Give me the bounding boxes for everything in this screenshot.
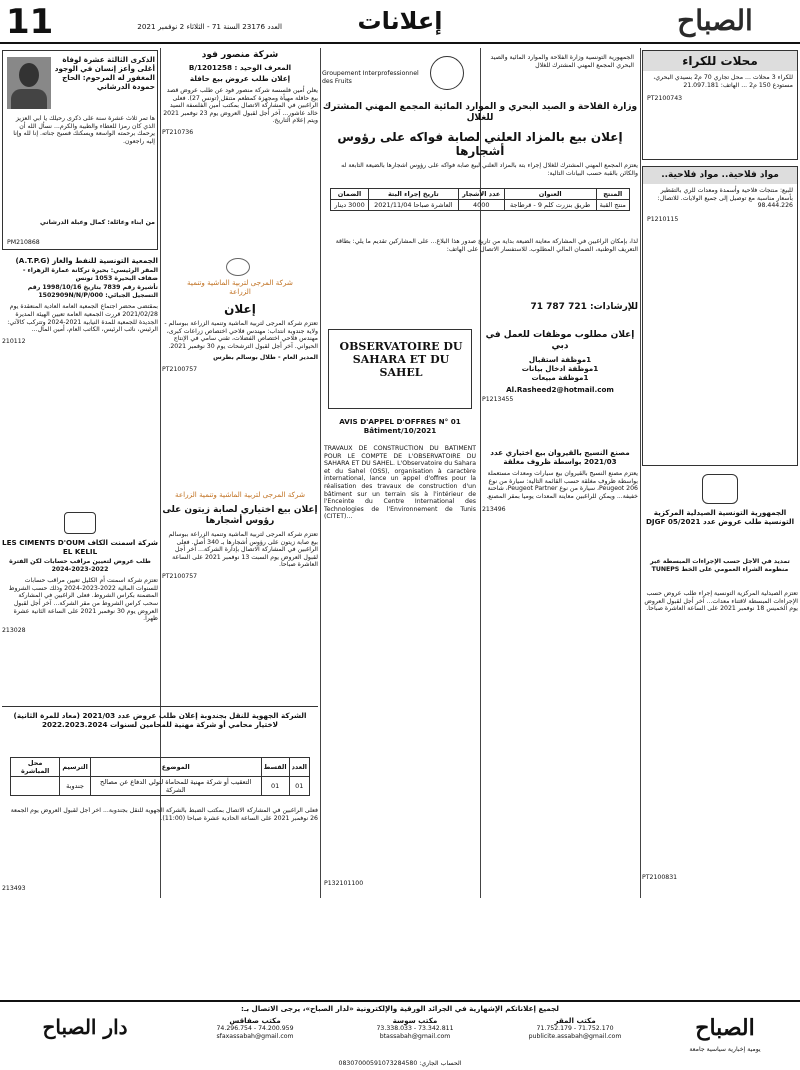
pharm-notice [642,474,798,894]
office-sfax-title: مكتب صفاقس [229,1016,281,1025]
col-right [642,50,798,900]
page-header [0,0,800,44]
section-title: إعلانات [357,7,443,35]
company-notice [162,50,318,250]
sale-td: 3000 دينار [331,200,369,211]
office-tunis-title: مكتب المقر [554,1016,596,1025]
oss-notice [322,325,478,900]
regional-th: الترسيم [60,758,91,777]
oss-text: TRAVAUX DE CONSTRUCTION DU BATIMENT POUR LE COMPTE DE L'OBSERVATOIRE DU SAHARA ET DU SAHEL. L'Observatoire du Sahara et du Sahel (OSS), organisation à caractère international, lance un appel d'offres pour la réalisation des travaux de construction d'un bâtiment sur un terrain sis à l'intérieur de l'Enceinte du Centre International des Technologies de l'Environnement de Tunis (CITET)... [324,445,476,521]
jobs-email[interactable]: Al.Rasheed2@hotmail.com [506,385,614,394]
footer-logo-left: دار الصباح [42,1015,128,1039]
regional-td: جندوبة [60,777,91,796]
company-notice-title: إعلان طلب عروض بيع حافلة [189,74,291,83]
regional-title: الشركة الجهوية للنقل بجندوبة إعلان طلب عروض عدد 2021/03 (معاد للمرة الثانية) لاختيار محامي أو شركة مهنية للمحامين لسنوات 2022.2023.2024 [13,711,307,729]
footer-account: الحساب الجاري: 08307000591073284580 [338,1060,462,1067]
olive-code: PT2100757 [162,572,198,580]
office-sfax [180,1016,330,1060]
shops-code: PT2100743 [647,95,683,103]
sale-title: إعلان بيع بالمزاد العلني لصابة فواكه على رؤوس أشجارها [337,130,623,158]
atpg-reg: تأشيرة رقم 7839 بتاريخ 1998/10/16 رقم التسجيل الجبائي: 1502909N/N/P/000 [27,284,158,299]
footer-banner: لجميع إعلاناتكم الإشهارية في الجرائد الورقية والإلكترونية «لدار الصباح»، يرجى الاتصال بـ: [241,1004,559,1013]
footer [0,1000,800,1070]
sale-th: العنوان [504,189,596,200]
memorial-sign: من أبناء وعائلة: كمال وعبلة الدرشاني [40,219,155,226]
sale-th: عدد الأشجار [458,189,504,200]
table-row [331,200,630,211]
office-sousse-phone: 73.338.033 - 73.342.811 [376,1025,454,1032]
sale-th: الضمان [331,189,369,200]
regional-code: 213493 [2,885,26,892]
agri-text: للبيع: منتجات فلاحية وأسمدة ومعدات للري بالتقطير بأسعار مناسبة مع توصيل إلى جميع الولايات. للاتصال: 98.444.226 [657,187,793,210]
orange-logo-text: شركة المرجى لتربية الماشية وتنمية الزراعة [187,278,293,296]
sale-text: لذا، بإمكان الراغبين في المشاركة معاينة الضيعة بداية من تاريخ صدور هذا البلاغ... على المشاركين تقديم ما يلي: بطاقة التعريف الوطنية، الضمان المالي المطلوب. للاستفسار الاتصال على الهاتف: [335,238,638,253]
company-title: شركة منصور فود [201,50,279,60]
regional-td: التعقيب أو شركة مهنية للمحاماة لتولي الدفاع عن مصالح الشركة [90,777,261,796]
memorial-title: الذكرى الثالثة عشرة لوفاة أغلى وأعز إنسان في الوجود المغفور له المرحوم: الحاج حمودة الدرشاني [54,55,155,91]
ciments-logo-icon [64,512,96,534]
memorial-text: ها تمر ثلاث عشرة سنة على ذكرى رحيلك يا أبي العزيز الذي كان رمزا للعطاء والطيبة والكرم... نسأل الله أن يرحمك برحمته الواسعة ويسكنك فسيح جناته. إنا لله وإنا إليه راجعون. [13,115,155,145]
table-row [11,777,310,796]
olive-logo-text: شركة المرجى لتربية الماشية وتنمية الزراعة [175,490,305,499]
col-mid-right [322,50,638,900]
oss-logo [328,329,472,409]
pharm-code: PT2100831 [642,874,678,881]
regional-table [10,757,310,796]
sale-intro: يعتزم المجمع المهني المشترك للغلال إجراء بتة بالمزاد العلني لبيع صابة فواكه على رؤوس أشجارها بالضيعة التابعة له والكائن بالقبة حسب البيانات التالية: [341,162,638,177]
ministry-header [322,50,638,100]
olive-notice [162,490,318,740]
orange-logo [182,258,298,298]
sale-phone: للإرشادات: 721 787 71 [530,302,638,312]
jobs-item: 1موظفة استقبال [528,355,592,364]
ilan-text: تعتزم شركة المرجى لتربية الماشية وتنمية الزراعة ببوسالم - ولاية جندوبة انتداب: مهندس فلاحي اختصاص زراعات كبرى، مهندس فلاحي اختصاص الفضلات، تقني سامي في الإنتاج الحيواني. آخر أجل لقبول الترشحات يوم 30 نوفمبر 2021. [164,320,318,350]
footer-tagline: يومية إخبارية سياسية جامعة [689,1046,761,1053]
sale-td: 4000 [458,200,504,211]
issue-line: العدد 23176 السنة 71 - الثلاثاء 2 نوفمبر 2021 [137,22,282,31]
office-sfax-email[interactable]: sfaxassabah@gmail.com [216,1032,294,1040]
oss-code: P132101100 [324,880,364,887]
atpg-title: الجمعية التونسية للنفط والغاز (A.T.P.G) [15,256,158,265]
atpg-text: بمقتضى محضر اجتماع الجمعية العامة العادية المنعقدة يوم 2021/02/28 قررت الجمعية العامة تعيين الهيئة المديرة الجديدة للجمعية للمدة النيابية 2021-2024 وتتركب كالآتي: الرئيس، نائب الرئيس، الكاتب العام، أمين المال... [7,303,158,334]
office-tunis-email[interactable]: publicite.assabah@gmail.com [528,1032,622,1040]
masthead-logo: الصباح [677,4,753,37]
office-sousse [340,1016,490,1060]
office-sousse-email[interactable]: btassabah@gmail.com [379,1032,451,1040]
oss-logo-text: OBSERVATOIRE DU SAHARA ET DU SAHEL [339,340,463,379]
ministry-logo-icon [430,56,464,90]
regional-th: محل المباشرة [11,758,60,777]
ministry-fr: Groupement Interprofessionnel des Fruits [322,70,419,85]
office-sousse-title: مكتب سوسة [392,1016,438,1025]
cars-notice [482,448,638,898]
cars-title: مصنع النسيج بالقيروان بيع اختياري عدد 2021/03 بواسطة ظروف مغلقة [490,448,630,466]
company-text: يعلن أمين فلسسة شركة منصور فود عن طلب عروض قصد بيع حافلة مهيأة ومجهزة كمطعم متنقل (تونس 27). فعلى الراغبين في المشاركة الاتصال بمكتب أمين الفلسفة السيد خالد عاشور... آخر أجل لقبول العروض يوم 23 نوفمبر 2021 ويتم إعلام التاريخ. [163,87,318,125]
olive-text: تعتزم شركة المرجى لتربية الماشية وتنمية الزراعة ببوسالم بيع صابة زيتون على رؤوس أشجارها بـ 340 أصل. فعلى الراغبين في المشاركة الاتصال بإدارة الشركة... آخر أجل لقبول العروض يوم السبت 13 نوفمبر 2021 على الساعة العاشرة صباحا. [168,531,318,569]
ministry-head: وزارة الفلاحة و الصيد البحري و الموارد المائية المجمع المهني المشترك للغلال [322,102,638,123]
pharm-logo-icon [702,474,738,504]
regional-notice [2,706,318,896]
atpg-notice [2,256,158,506]
agri-code: P1210115 [647,215,679,223]
sale-td: طريق بنزرت كلم 9 - قرطاجة [504,200,596,211]
sale-table [330,188,630,211]
farm-logo-icon [226,258,250,276]
page-number: 11 [6,2,54,42]
ciments-title: شركة اسمنت الكاف LES CIMENTS D'OUM EL KELIL [2,538,158,556]
ciments-code: 213028 [2,626,26,634]
pharm-title: الجمهورية التونسية الصيدلية المركزية التونسية طلب عروض عدد DJGF 05/2021 [645,508,795,526]
agri-box [642,166,798,466]
shops-box [642,50,798,160]
regional-table-header [11,758,310,777]
sale-td: العاشرة صباحا 2021/11/04 [369,200,459,211]
jobs-item: 1موظفة ادخال بيانات [521,364,599,373]
company-reg: المعرف الوحيد : 1201258/B [188,63,292,72]
ilan-code: PT2100757 [162,365,198,373]
regional-th: العدد [289,758,309,777]
atpg-code: 210112 [2,337,26,345]
shops-title: محلات للكراء [643,51,797,71]
atpg-sub: المقر الرئيسي: بحيرة تركانة عمارة الزهراء - ضفاف البحيرة 1053 تونس [22,267,158,282]
olive-title: إعلان بيع اختياري لصابة زيتون على رؤوس أشجارها [162,505,318,526]
footer-logo-right: الصباح [695,1015,755,1041]
memorial-photo [7,57,51,109]
oss-sub: AVIS D'APPEL D'OFFRES N° 01 Bâtiment/10/2021 [339,417,461,435]
office-tunis [500,1016,650,1060]
memorial-box [2,50,158,250]
regional-td [11,777,60,796]
sale-th: تاريخ إجراء البتة [369,189,459,200]
office-tunis-phone: 71.752.179 - 71.752.170 [536,1025,614,1032]
ciments-sub: طلب عروض لتعيين مراقب حسابات لكن الفترة 2022-2023-2024 [9,558,151,573]
regional-th: الموضوع [90,758,261,777]
regional-th: القسط [261,758,289,777]
ministry-title: الجمهورية التونسية وزارة الفلاحة والموارد المائية والصيد البحري المجمع المهني المشترك للغلال [490,54,634,69]
regional-td: 01 [261,777,289,796]
regional-td: 01 [289,777,309,796]
sale-td: منتج القبة [596,200,629,211]
jobs-title: إعلان مطلوب موظفات للعمل في دبي [485,330,635,351]
pharm-sub: تمديد في الأجل حسب الإجراءات المبسطة عبر منظومة الشراء العمومي على الخط TUNEPS [650,558,790,573]
cars-code: 213496 [482,506,506,514]
company-code: PT210736 [162,128,194,136]
jobs-item: 1موظفة مبيعات [531,373,589,382]
jobs-code: P1213455 [482,396,514,403]
shops-text: للكراء 3 محلات ... محل تجاري 70 م2 بسيدي البحري، مستودع 150 م2 ... الهاتف: 21.097.181 [653,74,793,89]
pharm-text: تعتزم الصيدلية المركزية التونسية إجراء طلب عروض حسب الإجراءات المبسطة لاقتناء معدات... آخر أجل لقبول العروض يوم الخميس 18 نوفمبر 2021 على الساعة العاشرة صباحا. [644,590,798,613]
sale-th: المنتج [596,189,629,200]
ilan-sign: المدير العام - طلال بوسالم بطرس [213,354,318,362]
ciments-text: تعتزم شركة اسمنت أم الكليل تعيين مراقب حسابات للسنوات المالية 2022-2023-2024 وذلك حسب الشروط المضمنة بكراس الشروط. فعلى الراغبين في المشاركة سحب كراس الشروط من مقر الشركة... آخر أجل لقبول العروض يوم 30 نوفمبر 2021 على الساعة الثانية عشرة ظهرا. [8,577,158,623]
sale-table-header [331,189,630,200]
agri-title: مواد فلاحية.. مواد فلاحية.. [643,167,797,184]
office-sfax-phone: 74.296.754 - 74.200.959 [216,1025,294,1032]
regional-text: فعلى الراغبين في المشاركة الاتصال بمكتب الضبط بالشركة الجهوية للنقل بجندوبة... آخر أجل لقبول العروض يوم الجمعة 26 نوفمبر 2021 على الساعة الحادية عشرة صباحا (11:00). [10,807,318,822]
memorial-code: PM210868 [7,239,40,246]
cars-text: يعتزم مصنع النسيج بالقيروان بيع سيارات ومعدات مستعملة بواسطة ظروف مغلقة حسب القائمة التالية: سيارة من نوع Peugeot 206، سيارة من نوع Peugeot Partner، شاحنة خفيفة... ويمكن للراغبين معاينة المعدات يوميا بمقر المصنع. [486,470,638,500]
ilan-heading: إعلان [224,302,256,316]
jobs-box [482,330,638,440]
ilan-notice [162,302,318,482]
